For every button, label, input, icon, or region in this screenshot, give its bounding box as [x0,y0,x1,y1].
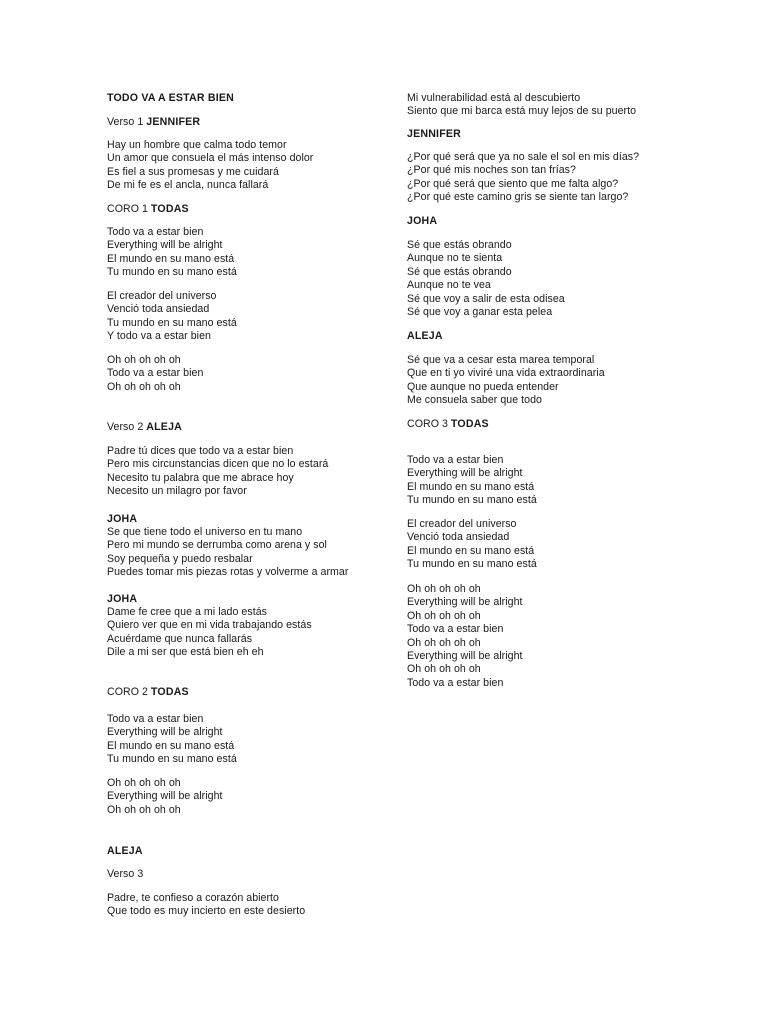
lyric-line: Acuérdame que nunca fallarás [107,632,253,645]
coro-1-stanza-b [107,290,237,344]
lyric-line: Tu mundo en su mano está [107,753,237,766]
joha-singer-heading: JOHA [107,513,138,525]
verse-1-singer: JENNIFER [146,116,201,128]
jennifer-singer-heading: JENNIFER [407,128,461,140]
joha-singer-heading-right: JOHA [407,215,438,227]
coro-1-stanza-a [107,226,237,280]
lyric-line: Pero mis circunstancias dicen que no lo estará [107,458,329,471]
lyric-line: Que aunque no pueda entender [407,380,559,393]
lyric-line: Todo va a estar bien [107,367,204,380]
lyric-line: Oh oh oh oh oh [107,380,181,393]
coro-1-heading [107,203,189,216]
lyric-line: El creador del universo [107,290,217,302]
lyric-line: Dame fe cree que a mi lado estás [107,606,267,618]
coro-3-label: CORO 3 [407,418,451,430]
joha-stanza-1 [107,526,348,580]
coro-3-stanza-b [407,518,537,572]
lyric-line: Tu mundo en su mano está [407,558,537,571]
verse-1-heading [107,116,200,129]
lyric-line: El mundo en su mano está [407,480,535,493]
lyric-line: Aunque no te vea [407,279,491,292]
lyric-line: Me consuela saber que todo [407,394,542,407]
lyric-line: Quiero ver que en mi vida trabajando estás [107,619,312,632]
lyric-line: Todo va a estar bien [407,454,504,466]
verse-3-stanza [107,892,305,919]
joha-singer-heading-2: JOHA [107,593,138,605]
lyric-line: Oh oh oh oh oh [407,636,481,649]
lyric-line: Mi vulnerabilidad está al descubierto [407,92,581,104]
lyric-line: Todo va a estar bien [107,226,204,238]
lyric-line: Padre tú dices que todo va a estar bien [107,445,294,457]
lyric-line: Soy pequeña y puedo resbalar [107,552,253,565]
lyric-line: Sé que va a cesar esta marea temporal [407,354,595,366]
aleja-singer-heading: ALEJA [107,845,143,857]
jennifer-stanza [407,151,639,205]
aleja-stanza-right [407,354,605,408]
lyric-line: Tu mundo en su mano está [107,266,237,279]
lyric-line: Oh oh oh oh oh [107,354,181,366]
lyric-line: ¿Por qué será que ya no sale el sol en mis días? [407,151,640,163]
lyric-line: Sé que estás obrando [407,239,512,251]
lyric-line: El creador del universo [407,518,517,530]
joha-stanza-2 [107,606,312,660]
lyric-line: De mi fe es el ancla, nunca fallará [107,179,269,192]
lyric-line: Oh oh oh oh oh [107,803,181,816]
lyric-line: Oh oh oh oh oh [407,663,481,676]
lyric-line: Es fiel a sus promesas y me cuidará [107,165,279,178]
verse-1-stanza [107,139,313,193]
coro-1-label: CORO 1 [107,203,151,215]
lyric-line: Y todo va a estar bien [107,330,211,343]
lyric-line: Tu mundo en su mano está [107,316,237,329]
verse-1-label: Verso 1 [107,116,147,128]
lyric-line: Necesito un milagro por favor [107,485,247,498]
lyric-line: Oh oh oh oh oh [107,777,181,789]
lyric-line: Oh oh oh oh oh [407,609,481,622]
lyric-line: ¿Por qué este camino gris se siente tan largo? [407,191,629,204]
coro-2-singer: TODAS [150,686,189,698]
lyric-line: Un amor que consuela el más intenso dolor [107,152,314,165]
verse-2-singer: ALEJA [146,421,183,433]
lyric-line: Everything will be alright [407,596,523,609]
lyric-line: Todo va a estar bien [407,676,504,689]
lyric-line: Necesito tu palabra que me abrace hoy [107,471,294,484]
lyric-line: Pero mi mundo se derrumba como arena y sol [107,539,327,552]
lyric-line: El mundo en su mano está [407,544,535,557]
lyric-line: El mundo en su mano está [107,739,235,752]
lyric-line: El mundo en su mano está [107,252,235,265]
lyric-line: Venció toda ansiedad [407,531,510,544]
lyric-line: Padre, te confieso a corazón abierto [107,892,279,904]
coro-3-stanza-a [407,454,537,508]
lyric-line: ¿Por qué será que siento que me falta algo? [407,177,619,190]
verse-2-stanza [107,445,328,499]
lyric-line: Hay un hombre que calma todo temor [107,139,287,151]
lyric-line: Que todo es muy incierto en este desierto [107,905,306,918]
verse-2-heading [107,421,182,434]
lyric-line: Everything will be alright [107,790,223,803]
lyric-line: Puedes tomar mis piezas rotas y volverme a armar [107,566,349,579]
lyric-line: Venció toda ansiedad [107,303,210,316]
verse-2-label: Verso 2 [107,421,147,433]
lyric-line: Everything will be alright [407,467,523,480]
joha-stanza-right [407,239,565,319]
lyric-line: Sé que voy a salir de esta odisea [407,292,565,305]
lyric-line: Que en ti yo viviré una vida extraordinaria [407,367,605,380]
aleja-singer-heading-right: ALEJA [407,330,443,342]
lyric-line: Aunque no te sienta [407,252,503,265]
lyric-line: Todo va a estar bien [407,623,504,636]
lyric-line: Siento que mi barca está muy lejos de su puerto [407,105,637,118]
lyric-line: Tu mundo en su mano está [407,494,537,507]
lyric-line: Todo va a estar bien [107,713,204,725]
coro-2-heading [107,686,189,699]
lyric-line: Se que tiene todo el universo en tu mano [107,526,303,538]
coro-2-stanza-b [107,777,223,817]
lyric-line: Sé que voy a ganar esta pelea [407,305,553,318]
verse-3-heading: Verso 3 [107,868,144,880]
lyric-line: Dile a mi ser que está bien eh eh [107,646,264,659]
lyric-line: Sé que estás obrando [407,265,512,278]
coro-3-stanza-c [407,583,523,690]
verse-3-continued [407,92,636,119]
lyric-line: Everything will be alright [407,649,523,662]
lyric-line: Everything will be alright [107,726,223,739]
coro-3-singer: TODAS [450,418,489,430]
lyric-line: Oh oh oh oh oh [407,583,481,595]
lyric-line: Everything will be alright [107,239,223,252]
coro-1-stanza-c [107,354,203,394]
coro-2-stanza-a [107,713,237,767]
coro-3-heading [407,418,489,431]
lyric-line: ¿Por qué mis noches son tan frías? [407,164,576,177]
song-title: TODO VA A ESTAR BIEN [107,92,235,104]
coro-1-singer: TODAS [150,203,189,215]
coro-2-label: CORO 2 [107,686,151,698]
